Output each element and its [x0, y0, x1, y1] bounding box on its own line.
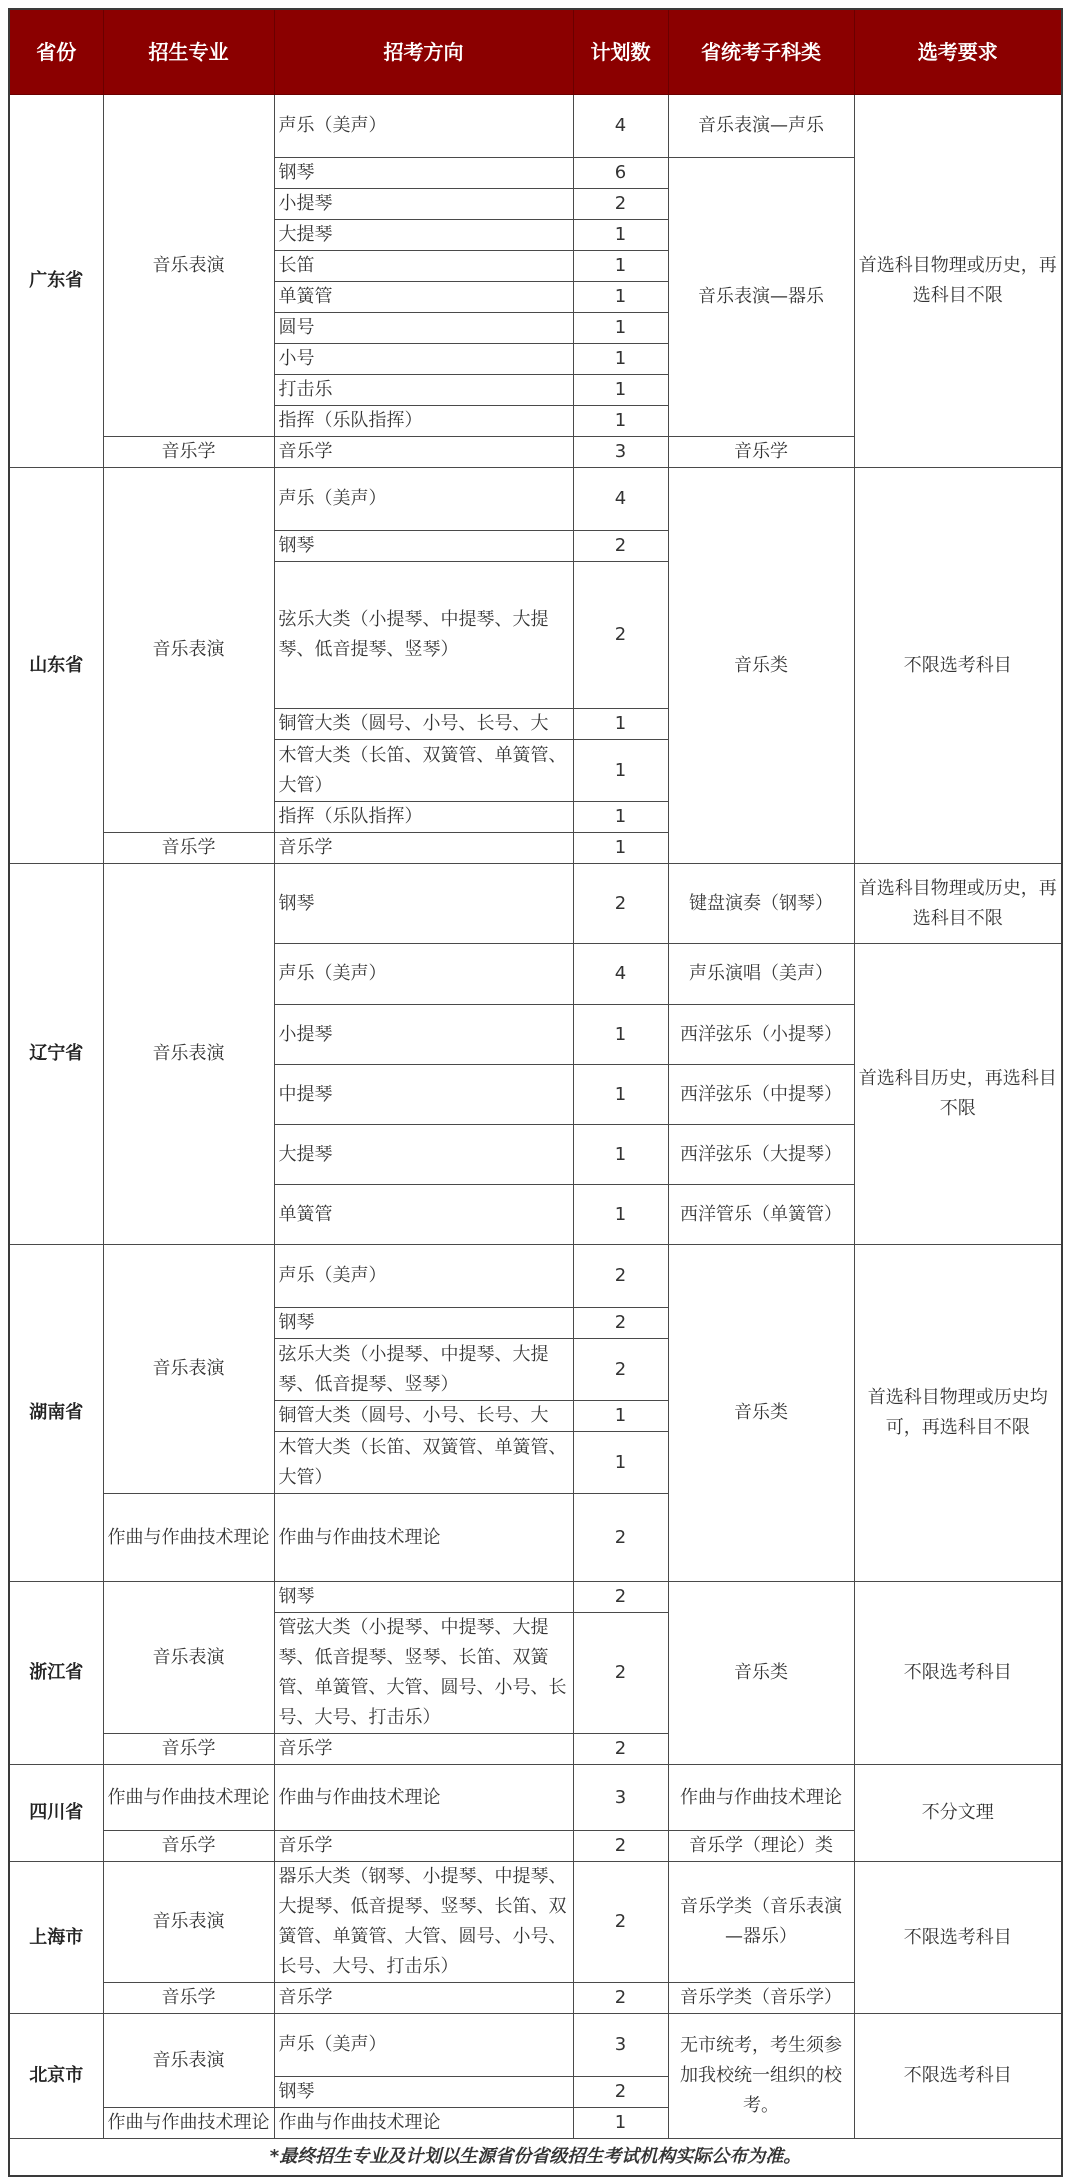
count-cell: 1	[573, 833, 668, 864]
subject-cell: 西洋弦乐（小提琴）	[668, 1005, 854, 1065]
count-cell: 6	[573, 158, 668, 189]
count-cell: 1	[573, 406, 668, 437]
direction-cell: 铜管大类（圆号、小号、长号、大	[274, 709, 573, 740]
count-cell: 1	[573, 251, 668, 282]
count-cell: 1	[573, 1432, 668, 1494]
count-cell: 2	[573, 1339, 668, 1401]
direction-cell: 指挥（乐队指挥）	[274, 406, 573, 437]
footnote-row	[9, 2139, 1062, 2177]
count-cell: 2	[573, 1494, 668, 1582]
count-cell: 2	[573, 1613, 668, 1734]
count-cell: 1	[573, 282, 668, 313]
direction-cell: 小提琴	[274, 189, 573, 220]
direction-cell: 长笛	[274, 251, 573, 282]
major-name: 作曲与作曲技术理论	[103, 2108, 274, 2139]
subject-cell: 音乐类	[668, 468, 854, 864]
major-name: 音乐学	[103, 1831, 274, 1862]
subject-cell: 音乐表演—声乐	[668, 95, 854, 158]
subject-cell: 音乐类	[668, 1245, 854, 1582]
header-subject-category: 省统考子科类	[668, 9, 854, 95]
direction-cell: 钢琴	[274, 1582, 573, 1613]
subject-cell: 作曲与作曲技术理论	[668, 1765, 854, 1831]
count-cell: 3	[573, 2014, 668, 2077]
direction-cell: 声乐（美声）	[274, 1245, 573, 1308]
major-name: 音乐表演	[103, 1245, 274, 1494]
count-cell: 3	[573, 437, 668, 468]
table-row	[9, 2014, 1062, 2077]
direction-cell: 圆号	[274, 313, 573, 344]
major-name: 音乐表演	[103, 468, 274, 833]
subject-cell: 音乐类	[668, 1582, 854, 1765]
subject-cell: 西洋弦乐（大提琴）	[668, 1125, 854, 1185]
count-cell: 1	[573, 709, 668, 740]
count-cell: 2	[573, 1862, 668, 1983]
direction-cell: 大提琴	[274, 220, 573, 251]
direction-cell: 指挥（乐队指挥）	[274, 802, 573, 833]
table-row	[9, 95, 1062, 158]
subject-cell: 西洋管乐（单簧管）	[668, 1185, 854, 1245]
enrollment-plan-table	[8, 8, 1063, 2177]
count-cell: 1	[573, 2108, 668, 2139]
count-cell: 2	[573, 1734, 668, 1765]
major-name: 音乐学	[103, 1734, 274, 1765]
direction-cell: 钢琴	[274, 158, 573, 189]
requirement-cell: 首选科目物理或历史均可，再选科目不限	[854, 1245, 1062, 1582]
direction-cell: 打击乐	[274, 375, 573, 406]
table-row	[9, 1862, 1062, 1983]
direction-cell: 大提琴	[274, 1125, 573, 1185]
direction-cell: 音乐学	[274, 1734, 573, 1765]
direction-cell: 声乐（美声）	[274, 95, 573, 158]
count-cell: 2	[573, 562, 668, 709]
subject-cell: 无市统考，考生须参加我校统一组织的校考。	[668, 2014, 854, 2139]
count-cell: 2	[573, 2077, 668, 2108]
direction-cell: 音乐学	[274, 833, 573, 864]
direction-cell: 声乐（美声）	[274, 2014, 573, 2077]
province-name: 北京市	[9, 2014, 103, 2139]
direction-cell: 器乐大类（钢琴、小提琴、中提琴、大提琴、低音提琴、竖琴、长笛、双簧管、单簧管、大管、圆号、小号、长号、大号、打击乐）	[274, 1862, 573, 1983]
header-major: 招生专业	[103, 9, 274, 95]
direction-cell: 单簧管	[274, 1185, 573, 1245]
header-requirement: 选考要求	[854, 9, 1062, 95]
header-province: 省份	[9, 9, 103, 95]
count-cell: 2	[573, 531, 668, 562]
province-name: 湖南省	[9, 1245, 103, 1582]
requirement-cell: 不限选考科目	[854, 1862, 1062, 2014]
major-name: 音乐学	[103, 833, 274, 864]
subject-cell: 音乐学类（音乐学）	[668, 1983, 854, 2014]
subject-cell: 声乐演唱（美声）	[668, 944, 854, 1005]
footnote: *最终招生专业及计划以生源省份省级招生考试机构实际公布为准。	[9, 2139, 1062, 2177]
count-cell: 2	[573, 1308, 668, 1339]
direction-cell: 音乐学	[274, 1983, 573, 2014]
direction-cell: 作曲与作曲技术理论	[274, 1765, 573, 1831]
count-cell: 2	[573, 189, 668, 220]
count-cell: 1	[573, 740, 668, 802]
table-row	[9, 1582, 1062, 1613]
subject-cell: 音乐表演—器乐	[668, 158, 854, 437]
count-cell: 1	[573, 375, 668, 406]
direction-cell: 弦乐大类（小提琴、中提琴、大提琴、低音提琴、竖琴）	[274, 1339, 573, 1401]
direction-cell: 钢琴	[274, 531, 573, 562]
major-name: 作曲与作曲技术理论	[103, 1765, 274, 1831]
direction-cell: 声乐（美声）	[274, 468, 573, 531]
direction-cell: 钢琴	[274, 1308, 573, 1339]
direction-cell: 弦乐大类（小提琴、中提琴、大提琴、低音提琴、竖琴）	[274, 562, 573, 709]
table-row	[9, 864, 1062, 944]
count-cell: 1	[573, 802, 668, 833]
requirement-cell: 首选科目历史，再选科目不限	[854, 944, 1062, 1245]
direction-cell: 钢琴	[274, 864, 573, 944]
count-cell: 1	[573, 1125, 668, 1185]
table-row	[9, 468, 1062, 531]
requirement-cell: 不限选考科目	[854, 1582, 1062, 1765]
count-cell: 1	[573, 1005, 668, 1065]
count-cell: 1	[573, 313, 668, 344]
count-cell: 2	[573, 864, 668, 944]
count-cell: 1	[573, 1065, 668, 1125]
major-name: 音乐表演	[103, 1862, 274, 1983]
direction-cell: 作曲与作曲技术理论	[274, 2108, 573, 2139]
subject-cell: 西洋弦乐（中提琴）	[668, 1065, 854, 1125]
province-name: 山东省	[9, 468, 103, 864]
subject-cell: 音乐学类（音乐表演—器乐）	[668, 1862, 854, 1983]
count-cell: 3	[573, 1765, 668, 1831]
major-name: 音乐表演	[103, 864, 274, 1245]
province-name: 浙江省	[9, 1582, 103, 1765]
requirement-cell: 不限选考科目	[854, 468, 1062, 864]
count-cell: 1	[573, 1185, 668, 1245]
count-cell: 2	[573, 1831, 668, 1862]
count-cell: 2	[573, 1245, 668, 1308]
header-count: 计划数	[573, 9, 668, 95]
requirement-cell: 不分文理	[854, 1765, 1062, 1862]
direction-cell: 铜管大类（圆号、小号、长号、大	[274, 1401, 573, 1432]
major-name: 音乐表演	[103, 2014, 274, 2108]
count-cell: 1	[573, 344, 668, 375]
direction-cell: 中提琴	[274, 1065, 573, 1125]
province-name: 上海市	[9, 1862, 103, 2014]
major-name: 作曲与作曲技术理论	[103, 1494, 274, 1582]
count-cell: 4	[573, 944, 668, 1005]
province-name: 辽宁省	[9, 864, 103, 1245]
count-cell: 4	[573, 468, 668, 531]
requirement-cell: 不限选考科目	[854, 2014, 1062, 2139]
major-name: 音乐学	[103, 437, 274, 468]
subject-cell: 键盘演奏（钢琴）	[668, 864, 854, 944]
count-cell: 4	[573, 95, 668, 158]
province-name: 广东省	[9, 95, 103, 468]
count-cell: 2	[573, 1983, 668, 2014]
direction-cell: 小提琴	[274, 1005, 573, 1065]
province-name: 四川省	[9, 1765, 103, 1862]
subject-cell: 音乐学	[668, 437, 854, 468]
direction-cell: 管弦大类（小提琴、中提琴、大提琴、低音提琴、竖琴、长笛、双簧管、单簧管、大管、圆号、小号、长号、大号、打击乐）	[274, 1613, 573, 1734]
direction-cell: 音乐学	[274, 437, 573, 468]
direction-cell: 木管大类（长笛、双簧管、单簧管、大管）	[274, 1432, 573, 1494]
major-name: 音乐表演	[103, 95, 274, 437]
major-name: 音乐表演	[103, 1582, 274, 1734]
major-name: 音乐学	[103, 1983, 274, 2014]
direction-cell: 声乐（美声）	[274, 944, 573, 1005]
header-direction: 招考方向	[274, 9, 573, 95]
direction-cell: 单簧管	[274, 282, 573, 313]
count-cell: 1	[573, 1401, 668, 1432]
table-row	[9, 1765, 1062, 1831]
direction-cell: 钢琴	[274, 2077, 573, 2108]
direction-cell: 作曲与作曲技术理论	[274, 1494, 573, 1582]
subject-cell: 音乐学（理论）类	[668, 1831, 854, 1862]
direction-cell: 小号	[274, 344, 573, 375]
requirement-cell: 首选科目物理或历史，再选科目不限	[854, 864, 1062, 944]
direction-cell: 木管大类（长笛、双簧管、单簧管、大管）	[274, 740, 573, 802]
table-row	[9, 1245, 1062, 1308]
direction-cell: 音乐学	[274, 1831, 573, 1862]
count-cell: 2	[573, 1582, 668, 1613]
header-row	[9, 9, 1062, 95]
requirement-cell: 首选科目物理或历史，再选科目不限	[854, 95, 1062, 468]
count-cell: 1	[573, 220, 668, 251]
